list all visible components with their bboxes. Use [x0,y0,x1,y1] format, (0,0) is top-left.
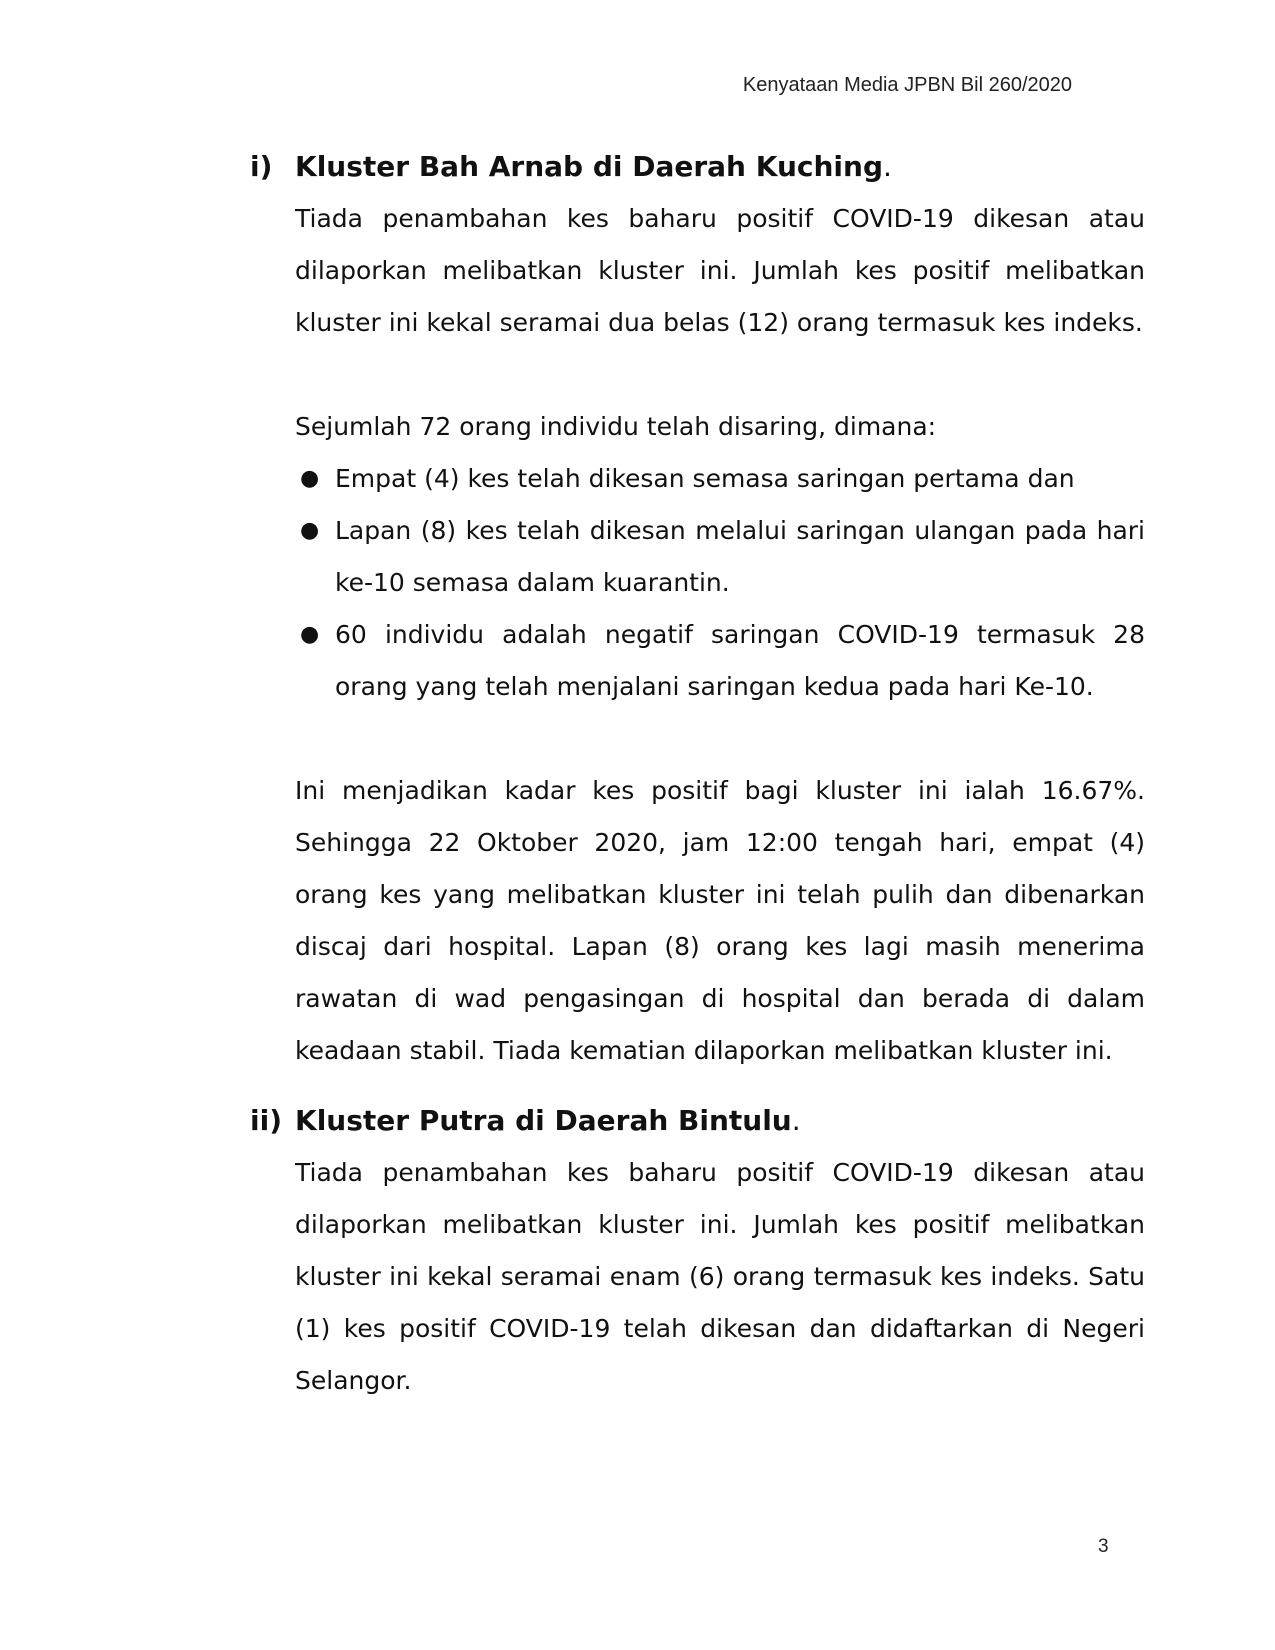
screening-list [295,453,1145,713]
list-item [295,453,1145,505]
status-paragraph: Tiada penambahan kes baharu positif COVID-19 dikesan atau dilaporkan melibatkan kluster ini. Jumlah kes positif melibatkan kluster ini kekal seramai dua belas (12) orang termasuk kes indeks. [295,204,1145,337]
screening-intro: Sejumlah 72 orang individu telah disaring, dimana: [295,412,937,441]
list-item [295,609,1145,713]
document-reference: Kenyataan Media JPBN Bil 260/2020 [742,74,1072,96]
section-putra [250,1095,1145,1407]
section-title-period: . [883,150,892,183]
section-numeral: i) [250,150,273,183]
section-heading [250,141,1145,193]
section-title-period: . [791,1104,801,1137]
section-body [295,193,1145,1077]
section-body [295,1147,1145,1407]
section-title: Kluster Bah Arnab di Daerah Kuching [295,150,883,183]
bullet-icon: ● [300,518,320,543]
bullet-icon: ● [300,622,320,647]
section-heading [250,1095,1145,1147]
list-item-text: Lapan (8) kes telah dikesan melalui saringan ulangan pada hari ke-10 semasa dalam kuarantin. [335,516,1145,597]
section-title: Kluster Putra di Daerah Bintulu [295,1104,792,1137]
page-number: 3 [1098,1536,1109,1557]
status-paragraph: Tiada penambahan kes baharu positif COVID-19 dikesan atau dilaporkan melibatkan kluster ini. Jumlah kes positif melibatkan kluster ini kekal seramai enam (6) orang termasuk kes indeks. Satu (1) kes positif COVID-19 telah dikesan dan didaftarkan di Negeri Selangor. [295,1158,1145,1395]
list-item [295,505,1145,609]
section-bah-arnab [250,141,1145,1077]
list-item-text: 60 individu adalah negatif saringan COVID-19 termasuk 28 orang yang telah menjalani saringan kedua pada hari Ke-10. [335,620,1145,701]
list-item-text: Empat (4) kes telah dikesan semasa saringan pertama dan [335,464,1075,493]
bullet-icon: ● [300,466,320,491]
summary-paragraph: Ini menjadikan kadar kes positif bagi kluster ini ialah 16.67%. Sehingga 22 Oktober 2020, jam 12:00 tengah hari, empat (4) orang kes yang melibatkan kluster ini telah pulih dan dibenarkan discaj dari hospital. Lapan (8) orang kes lagi masih menerima rawatan di wad pengasingan di hospital dan berada di dalam keadaan stabil. Tiada kematian dilaporkan melibatkan kluster ini. [295,776,1145,1065]
section-numeral: ii) [250,1104,282,1137]
